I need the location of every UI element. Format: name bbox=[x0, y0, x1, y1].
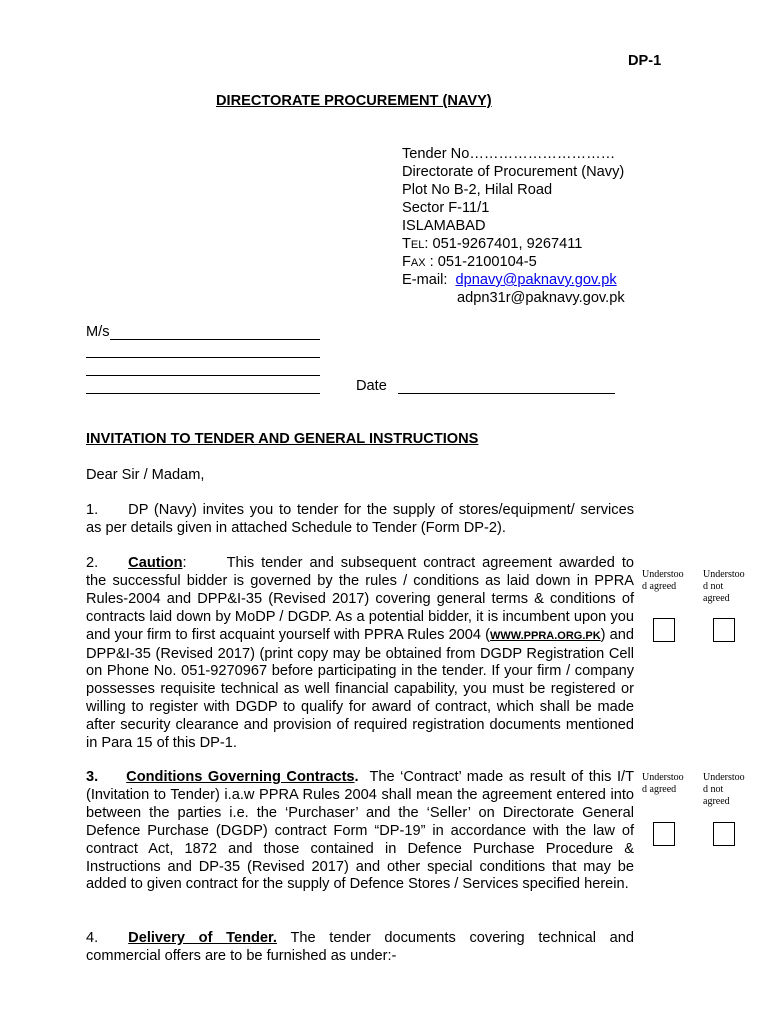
paragraph-1: 1. DP (Navy) invites you to tender for the supply of stores/equipment/ services as per details given in attached Schedule to Tender (Form DP-2). bbox=[86, 502, 634, 536]
email-secondary: adpn31r@paknavy.gov.pk bbox=[457, 290, 625, 306]
understood-agreed-label: Understoo d agreed bbox=[642, 569, 684, 592]
date-line[interactable] bbox=[398, 393, 615, 394]
ppra-link[interactable]: WWW.PPRA.ORG.PK bbox=[490, 629, 601, 642]
understood-agreed-label-2: Understoo d agreed bbox=[642, 772, 684, 795]
addressee-line-4[interactable] bbox=[86, 393, 320, 394]
address-sector: Sector F-11/1 bbox=[402, 200, 490, 216]
tender-number: Tender No………………………… bbox=[402, 146, 616, 162]
paragraph-2: 2. Caution: This tender and subsequent contract agreement awarded to the successful bidder is governed by the rules / conditions as laid down in PPRA Rules-2004 and DPP&I-35 (Revised 2017) covering general terms & conditions of contracts laid down by MoDP / DGDP. As a potential bidder, it is incumbent upon you and your firm to first acquaint yourself with PPRA Rules 2004 (WWW.PPRA.ORG.PK) and DPP&I-35 (Revised 2017) (print copy may be obtained from DGDP Registration Cell on Phone No. 051-9270967 before participating in the tender. If your firm / company possesses requisite technical as well financial capability, you must be registered or willing to register with DGDP to qualify for award of contract, which shall be made after security clearance and provision of required registration documents mentioned in Para 15 of this DP-1. bbox=[86, 555, 635, 752]
paragraph-4: 4. Delivery of Tender. The tender documents covering technical and commercial offers are to be furnished as under:- bbox=[86, 930, 635, 964]
caution-heading: Caution bbox=[128, 555, 183, 571]
addressee-line-3[interactable] bbox=[86, 375, 320, 376]
understood-not-agreed-label-2: Understoo d not agreed bbox=[703, 772, 745, 807]
email-link[interactable]: dpnavy@paknavy.gov.pk bbox=[455, 272, 617, 288]
document-code: DP-1 bbox=[628, 53, 662, 69]
para3-agreed-checkbox[interactable] bbox=[653, 822, 675, 846]
page-title: DIRECTORATE PROCUREMENT (NAVY) bbox=[216, 93, 492, 109]
salutation: Dear Sir / Madam, bbox=[86, 467, 205, 483]
date-label: Date bbox=[356, 378, 387, 394]
organization-name: Directorate of Procurement (Navy) bbox=[402, 164, 625, 180]
fax: FAX : 051-2100104-5 bbox=[402, 254, 537, 270]
address-plot: Plot No B-2, Hilal Road bbox=[402, 182, 553, 198]
addressee-line-1[interactable] bbox=[110, 339, 320, 340]
delivery-heading: Delivery of Tender. bbox=[128, 930, 277, 946]
understood-not-agreed-label: Understoo d not agreed bbox=[703, 569, 745, 604]
paragraph-3: 3. Conditions Governing Contracts. The ‘Contract’ made as result of this I/T (Invitation to Tender) i.a.w PPRA Rules 2004 shall mean the agreement entered into between the parties i.e. the ‘Purchaser’ and the ‘Seller’ on Directorate General Defence Purchase (DGDP) contract Form “DP-19” in accordance with the law of contract Act, 1872 and those contained in Defence Purchase Procedure & Instructions and DP-35 (Revised 2017) and other special conditions that may be added to given contract for the supply of Defence Stores / Services specified herein. bbox=[86, 769, 634, 893]
para3-not-agreed-checkbox[interactable] bbox=[713, 822, 735, 846]
section-heading: INVITATION TO TENDER AND GENERAL INSTRUCTIONS bbox=[86, 431, 479, 447]
addressee-label: M/s bbox=[86, 324, 110, 340]
para2-agreed-checkbox[interactable] bbox=[653, 618, 675, 642]
email: E-mail: dpnavy@paknavy.gov.pk bbox=[402, 272, 617, 288]
telephone: TEL: 051-9267401, 9267411 bbox=[402, 236, 583, 252]
para2-not-agreed-checkbox[interactable] bbox=[713, 618, 735, 642]
conditions-heading: Conditions Governing Contracts bbox=[126, 769, 355, 785]
addressee-line-2[interactable] bbox=[86, 357, 320, 358]
address-city: ISLAMABAD bbox=[402, 218, 486, 234]
